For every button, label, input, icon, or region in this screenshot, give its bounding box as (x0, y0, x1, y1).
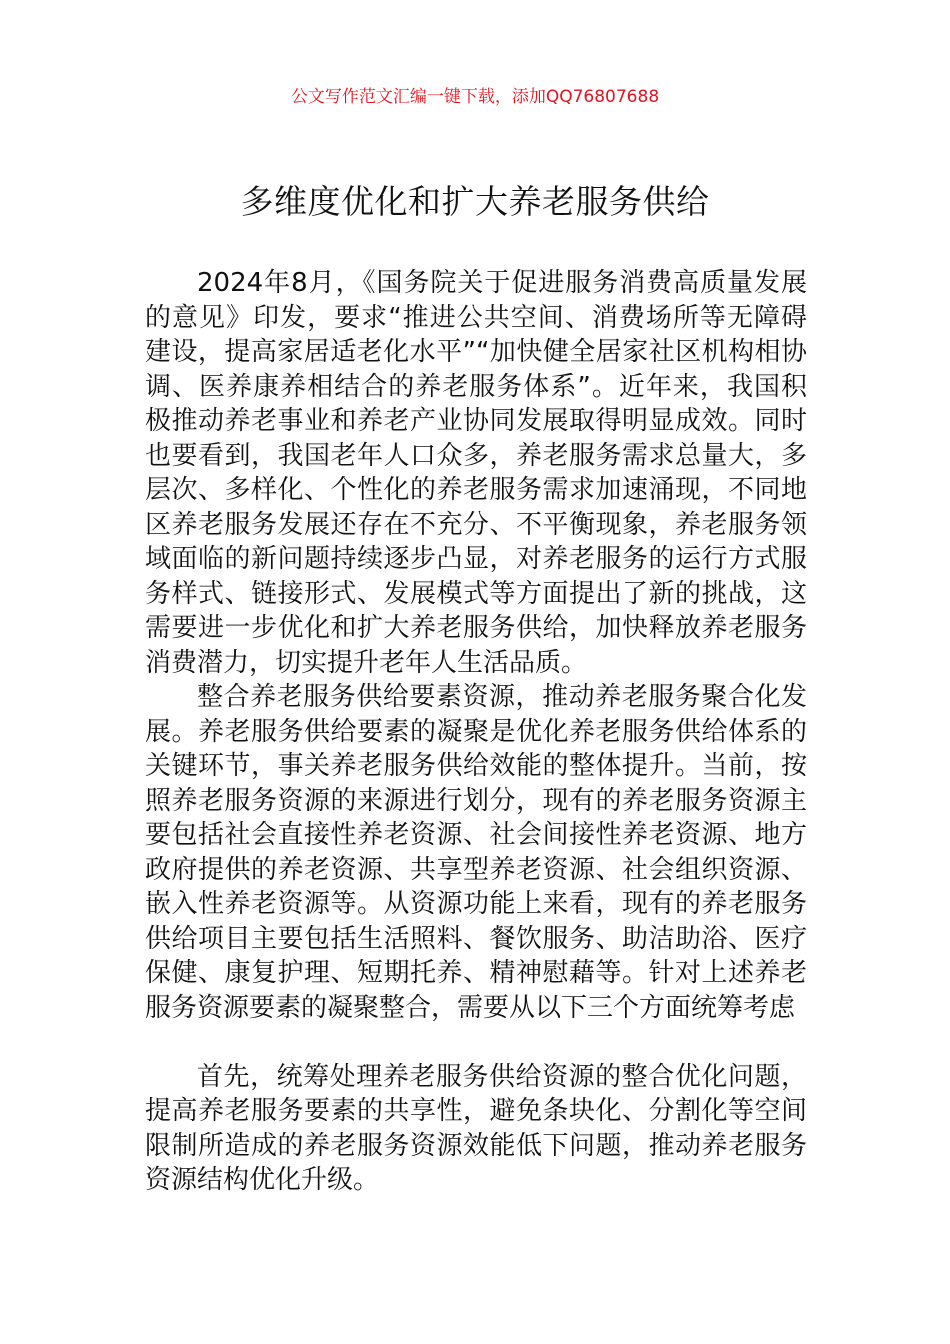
document-title: 多维度优化和扩大养老服务供给 (240, 182, 710, 221)
download-notice: 公文写作范文汇编一键下载，添加QQ76807688 (290, 87, 660, 107)
body-paragraph-2: 整合养老服务供给要素资源，推动养老服务聚合化发展。养老服务供给要素的凝聚是优化养老服务供给体系的关键环节，事关养老服务供给效能的整体提升。当前，按照养老服务资源的来源进行划分，现有的养老服务资源主要包括社会直接性养老资源、社会间接性养老资源、地方政府提供的养老资源、共享型养老资源、社会组织资源、嵌入性养老资源等。从资源功能上来看，现有的养老服务供给项目主要包括生活照料、餐饮服务、助洁助浴、医疗保健、康复护理、短期托养、精神慰藉等。针对上述养老服务资源要素的凝聚整合，需要从以下三个方面统筹考虑 (145, 682, 807, 1023)
body-paragraph-3: 首先，统筹处理养老服务供给资源的整合优化问题，提高养老服务要素的共享性，避免条块化、分割化等空间限制所造成的养老服务资源效能低下问题，推动养老服务资源结构优化升级。 (145, 1061, 807, 1195)
body-paragraph-1: 2024年8月，《国务院关于促进服务消费高质量发展的意见》印发，要求“推进公共空间、消费场所等无障碍建设，提高家居适老化水平”“加快健全居家社区机构相协调、医养康养相结合的养老服务体系”。近年来，我国积极推动养老事业和养老产业协同发展取得明显成效。同时也要看到，我国老年人口众多，养老服务需求总量大，多层次、多样化、个性化的养老服务需求加速涌现，不同地区养老服务发展还存在不充分、不平衡现象，养老服务领域面临的新问题持续逐步凸显，对养老服务的运行方式服务样式、链接形式、发展模式等方面提出了新的挑战，这需要进一步优化和扩大养老服务供给，加快释放养老服务消费潜力，切实提升老年人生活品质。 (145, 268, 807, 678)
document-body (145, 266, 807, 1198)
